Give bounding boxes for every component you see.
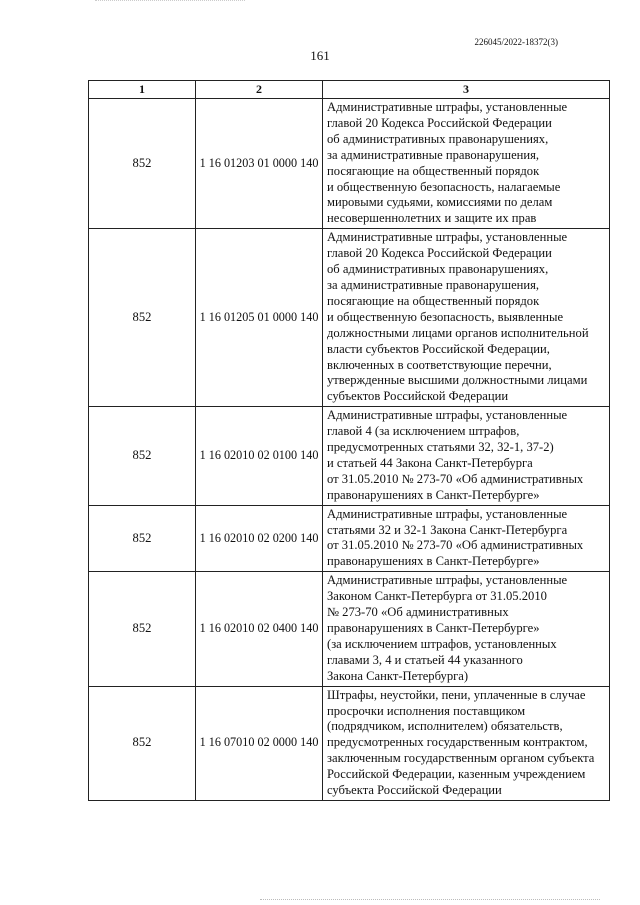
budget-classification-code-cell: 1 16 02010 02 0100 140 [196, 407, 323, 505]
budget-classification-code-cell: 1 16 02010 02 0400 140 [196, 572, 323, 686]
description-line: и общественную безопасность, налагаемые [327, 179, 561, 194]
description-line: главой 4 (за исключением штрафов, [327, 424, 520, 439]
description-line: утвержденные высшими должностными лицами [327, 373, 588, 388]
revenue-description-cell [323, 99, 610, 229]
description-line: Административные штрафы, установленные [327, 506, 568, 521]
revenue-description-cell [323, 229, 610, 407]
revenue-description-cell [323, 505, 610, 572]
description-line: об административных правонарушениях, [327, 262, 549, 277]
description-line: и статьей 44 Закона Санкт-Петербурга [327, 455, 533, 470]
description-line: просрочки исполнения поставщиком [327, 703, 526, 718]
description-line: об административных правонарушениях, [327, 131, 549, 146]
description-line: Российской Федерации, казенным учреждением [327, 767, 586, 782]
description-line: заключенным государственным органом субъекта [327, 751, 595, 766]
column-header-2: 2 [196, 81, 323, 99]
description-line: должностными лицами органов исполнительной [327, 325, 589, 340]
admin-code-cell: 852 [89, 686, 196, 800]
description-line: за административные правонарушения, [327, 277, 540, 292]
revenue-description-cell [323, 572, 610, 686]
revenue-description-cell [323, 686, 610, 800]
description-line: (за исключением штрафов, установленных [327, 636, 557, 651]
table-body [89, 99, 610, 801]
budget-classification-code-cell: 1 16 07010 02 0000 140 [196, 686, 323, 800]
description-line: от 31.05.2010 № 273-70 «Об административных [327, 538, 584, 553]
budget-classification-code-cell: 1 16 01205 01 0000 140 [196, 229, 323, 407]
budget-classification-code-cell: 1 16 01203 01 0000 140 [196, 99, 323, 229]
description-line: Административные штрафы, установленные [327, 230, 568, 245]
scan-artifact-bottom [260, 899, 600, 903]
budget-codes-table [88, 80, 610, 801]
description-line: власти субъектов Российской Федерации, [327, 341, 550, 356]
description-line: Административные штрафы, установленные [327, 573, 568, 588]
budget-classification-code-cell: 1 16 02010 02 0200 140 [196, 505, 323, 572]
description-line: № 273-70 «Об административных [327, 605, 509, 620]
description-line: Законом Санкт-Петербурга от 31.05.2010 [327, 589, 547, 604]
description-line: (подрядчиком, исполнителем) обязательств, [327, 719, 563, 734]
document-id: 226045/2022-18372(3) [474, 37, 558, 47]
description-line: предусмотренных государственным контрактом, [327, 735, 588, 750]
description-line: мировыми судьями, комиссиями по делам [327, 195, 553, 210]
column-header-1: 1 [89, 81, 196, 99]
description-line: несовершеннолетних и защите их прав [327, 211, 537, 226]
admin-code-cell: 852 [89, 505, 196, 572]
revenue-description-cell [323, 407, 610, 505]
description-line: правонарушениях в Санкт-Петербурге» [327, 487, 540, 502]
description-line: правонарушениях в Санкт-Петербурге» [327, 621, 540, 635]
description-line: субъектов Российской Федерации [327, 389, 509, 404]
page-number: 161 [310, 48, 330, 63]
column-header-3: 3 [323, 81, 610, 99]
description-line: статьями 32 и 32-1 Закона Санкт-Петербурга [327, 522, 568, 537]
table-row [89, 686, 610, 800]
description-line: и общественную безопасность, выявленные [327, 309, 564, 324]
description-line: Закона Санкт-Петербурга) [327, 668, 469, 683]
description-line: включенных в соответствующие перечни, [327, 357, 552, 372]
description-line: субъекта Российской Федерации [327, 783, 502, 798]
description-line: предусмотренных статьями 32, 32-1, 37-2) [327, 440, 554, 455]
description-line: Административные штрафы, установленные [327, 408, 568, 423]
description-line: Штрафы, неустойки, пени, уплаченные в случае [327, 687, 586, 702]
description-line: Административные штрафы, установленные [327, 100, 568, 114]
table-row [89, 407, 610, 505]
description-line: главой 20 Кодекса Российской Федерации [327, 115, 552, 130]
description-line: от 31.05.2010 № 273-70 «Об административных [327, 471, 584, 486]
description-line: главами 3, 4 и статьей 44 указанного [327, 652, 523, 667]
admin-code-cell: 852 [89, 99, 196, 229]
description-line: правонарушениях в Санкт-Петербурге» [327, 554, 540, 569]
admin-code-cell: 852 [89, 229, 196, 407]
description-line: за административные правонарушения, [327, 147, 540, 162]
table-row [89, 505, 610, 572]
table-header-row [89, 81, 610, 99]
table-row [89, 572, 610, 686]
admin-code-cell: 852 [89, 572, 196, 686]
scan-artifact-top [95, 0, 245, 3]
table-row [89, 229, 610, 407]
admin-code-cell: 852 [89, 407, 196, 505]
description-line: главой 20 Кодекса Российской Федерации [327, 246, 552, 261]
description-line: посягающие на общественный порядок [327, 163, 540, 178]
description-line: посягающие на общественный порядок [327, 293, 540, 308]
table-row [89, 99, 610, 229]
